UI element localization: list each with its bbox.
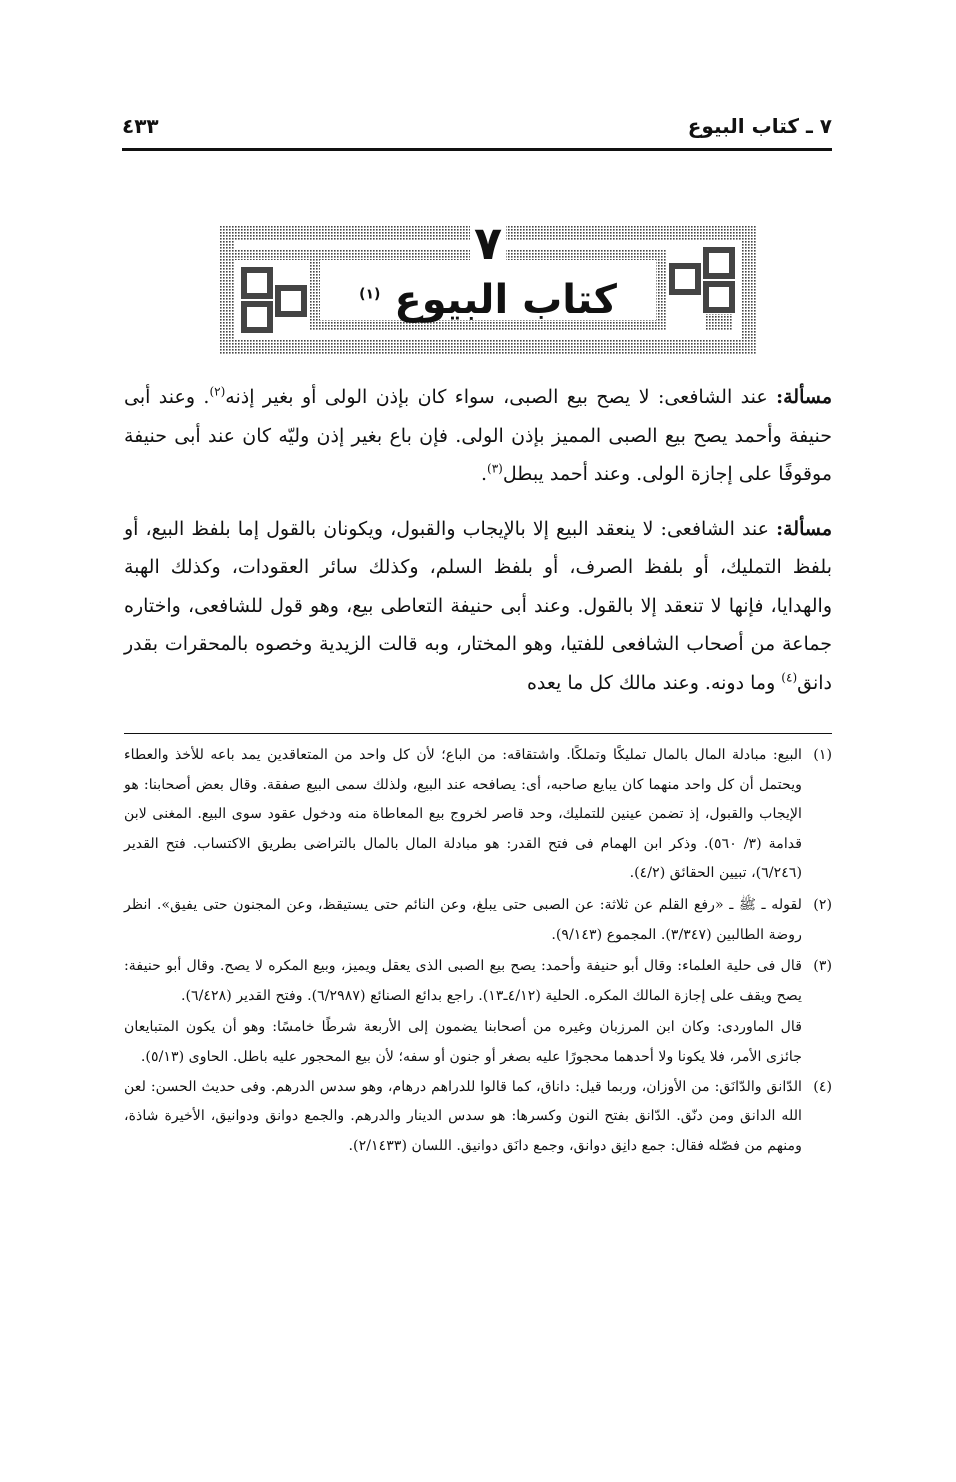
footnote-4-number: (٤) <box>813 1078 832 1095</box>
footnote-divider <box>124 733 832 734</box>
knot-right-3 <box>672 266 698 292</box>
footnote-3-text: قال فى حلية العلماء: وقال أبو حنيفة وأحمد: يصح بيع الصبى الذى يعقل ويميز، وبيع المكره لا يصح. وقال أبو حنيفة: يصح ويقف على إجازة المالك المكره. الحلية (٤/١٢ـ١٣). راجع بدائع الصنائع (٦/٢٩٨٧). وفتح القدير (٦/٤٢٨). <box>124 958 802 1004</box>
footnote-ref-4: (٤) <box>781 670 798 685</box>
knot-left-1 <box>244 270 270 296</box>
paragraph-1-text: عند الشافعى: لا يصح بيع الصبى، سواء كان بإذن الولى أو بغير إذنه <box>225 386 768 408</box>
frame-right-foot <box>706 314 732 330</box>
footnotes <box>124 741 832 1163</box>
footnote-1 <box>124 741 832 889</box>
paragraph-2 <box>124 510 832 703</box>
footnote-2-number: (٢) <box>813 896 832 913</box>
footnote-3-number: (٣) <box>813 958 832 975</box>
paragraph-1-lead: مسألة: <box>776 386 832 408</box>
frame-bottom <box>220 340 756 354</box>
paragraph-1-text-2: . وعند أبى حنيفة وأحمد يصح بيع الصبى المميز بإذن الولى. فإن باع بغير إذن وليّه كان عند أبى حنيفة موقوفًا على إجازة الولى. وعند أحمد يبطل <box>124 386 832 485</box>
knot-left-3 <box>278 288 304 314</box>
footnote-4 <box>124 1073 832 1162</box>
chapter-banner <box>220 216 756 354</box>
footnote-2 <box>124 891 832 950</box>
frame-left-post <box>310 260 320 330</box>
knot-left-2 <box>244 304 270 330</box>
page-number: ٤٣٣ <box>122 114 159 138</box>
chapter-number: ٧ <box>473 216 503 270</box>
footnote-ref-3: (٣) <box>487 461 503 476</box>
footnote-4-text: الدّانق والدّانَق: من الأوزان، وربما قيل: داناق، كما قالوا للدراهم درهام، وهو سدس الدرهم. وفى حديث الحسن: لعن الله الدانق ومن دنّق. الدّانق بفتح النون وكسرها: هو سدس الدينار والدرهم. والجمع دوانق ودوانيق، الأخيرة شاذة، ومنهم من فصّله فقال: جمع دانِق دوانق، وجمع دانَق دوانيق. اللسان (٢/١٤٣٣). <box>124 1078 802 1154</box>
main-text <box>124 378 832 718</box>
knot-right-2 <box>706 284 732 310</box>
footnote-3 <box>124 952 832 1011</box>
footnote-2-text: لقوله ـ ﷺ ـ «رفع القلم عن ثلاثة: عن الصبى حتى يبلغ، وعن النائم حتى يستيقظ، وعن المجنون حتى يفيق». انظر روضة الطالبين (٣/٣٤٧). المجموع (٩/١٤٣). <box>124 896 802 943</box>
footnote-ref-2: (٢) <box>209 384 226 399</box>
paragraph-2-text-2: وما دونه. وعند مالك كل ما يعده <box>526 671 782 694</box>
chapter-title-footnote-ref: (١) <box>359 286 381 303</box>
paragraph-2-text: عند الشافعى: لا ينعقد البيع إلا بالإيجاب والقبول، ويكونان بالقول إما بلفظ البيع، أو بلفظ التمليك، أو بلفظ الصرف، أو بلفظ السلم، وكذلك سائر العقودات، وكذلك الهبة والهدايا، فإنها لا تنعقد إلا بالقول. وعند أبى حنيفة التعاطى بيع، وهو قول للشافعى، واختاره جماعة من أصحاب الشافعى للفتيا، وهو المختار، وبه قالت الزيدية وخصوه بالمحقرات بقدر دانق <box>124 517 832 694</box>
chapter-title <box>330 278 646 322</box>
paragraph-1 <box>124 378 832 494</box>
footnote-1-number: (١) <box>813 747 832 763</box>
footnote-3-continuation: قال الماوردى: وكان ابن المرزبان وغيره من أصحابنا يضمون إلى الأربعة شرطًا خامسًا: وهو أن يكون المتبايعان جائزى الأمر، فلا يكونا ولا أحدهما محجورًا عليه بصغر أو جنون أو سفه؛ لأن بيع المحجور عليه باطل. الحاوى (٥/١٣). <box>124 1019 802 1065</box>
paragraph-1-text-3: . <box>480 463 488 485</box>
footnote-1-text: البيع: مبادلة المال بالمال تمليكًا وتملكًا. واشتقاقه: من الباع؛ لأن كل واحد من المتعاقدين يمد باعه للأخذ والعطاء ويحتمل أن كل واحد منهما كان يبايع صاحبه، أى: يصافحه عند البيع، ولذلك سمى البيع صفقة. وقال بعض أصحابنا: هو الإيجاب والقبول، إذ تضمن عينين للتمليك، وحد قاصر لخروج بيع المعاطاة منه ودخول عقود سوى البيع. المغنى لابن قدامة (٣/ ٥٦٠). وذكر ابن الهمام فى فتح القدر: هو مبادلة المال بالمال بالتراضى بطريق الاكتساب. فتح القدير (٦/٢٤٦)، تبيين الحقائق (٤/٢). <box>124 747 802 882</box>
running-title: ٧ ـ كتاب البيوع <box>687 114 832 138</box>
running-header <box>122 112 832 151</box>
chapter-title-text: كتاب البيوع <box>394 277 617 323</box>
paragraph-2-lead: مسألة: <box>776 517 832 540</box>
